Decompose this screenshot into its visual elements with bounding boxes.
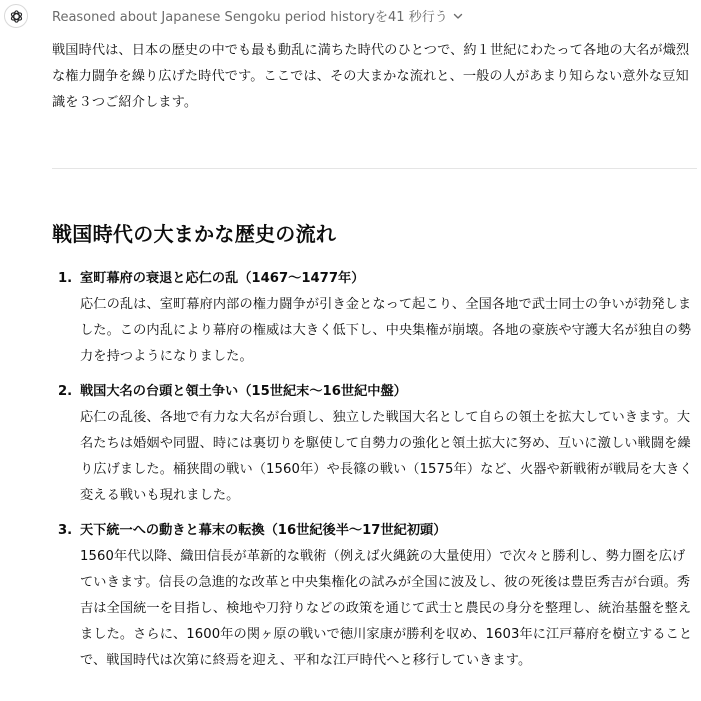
assistant-avatar [4, 4, 28, 28]
list-item-body: 応仁の乱後、各地で有力な大名が台頭し、独立した戦国大名として自らの領土を拡大していきます。大名たちは婚姻や同盟、時には裏切りを駆使して自勢力の強化と領土拡大に努め、互いに激しい戦闘を繰り広げました。桶狭間の戦い（1560年）や長篠の戦い（1575年）など、火器や新戦術が戦局を大きく変える戦いも現れました。 [80, 410, 693, 503]
list-item [52, 266, 697, 370]
list-item-body: 1560年代以降、織田信長が革新的な戦術（例えば火縄銃の大量使用）で次々と勝利し、勢力圏を広げていきます。信長の急進的な改革と中央集権化の試みが全国に波及し、彼の死後は豊臣秀吉が台頭。秀吉は全国統一を目指し、検地や刀狩りなどの政策を通じて武士と農民の身分を整理し、統治基盤を整えました。さらに、1600年の関ヶ原の戦いで徳川家康が勝利を収め、1603年に江戸幕府を樹立することで、戦国時代は次第に終焉を迎え、平和な江戸時代へと移行していきます。 [80, 549, 693, 668]
openai-logo-icon [9, 9, 24, 24]
list-item-number: 3. [58, 523, 73, 538]
list-item-title: 天下統一への動きと幕末の転換（16世紀後半〜17世紀初頭） [80, 523, 447, 538]
section-divider [52, 168, 697, 169]
list-item-number: 2. [58, 384, 73, 399]
list-item-title: 室町幕府の衰退と応仁の乱（1467〜1477年） [80, 271, 365, 286]
list-item-title: 戦国大名の台頭と領土争い（15世紀末〜16世紀中盤） [80, 384, 407, 399]
list-item-number: 1. [58, 271, 73, 286]
reasoning-summary-toggle[interactable] [52, 6, 464, 25]
list-item [52, 379, 697, 509]
list-item [52, 518, 697, 674]
intro-paragraph: 戦国時代は、日本の歴史の中でも最も動乱に満ちた時代のひとつで、約１世紀にわたって各地の大名が熾烈な権力闘争を繰り広げた時代です。ここでは、その大まかな流れと、一般の人があまり知らない意外な豆知識を３つご紹介します。 [52, 43, 690, 110]
list-item-body: 応仁の乱は、室町幕府内部の権力闘争が引き金となって起こり、全国各地で武士同士の争いが勃発しました。この内乱により幕府の権威は大きく低下し、中央集権が崩壊。各地の豪族や守護大名が独自の勢力を持つようになりました。 [80, 297, 692, 364]
history-steps-list [52, 266, 697, 683]
reasoning-summary-label: Reasoned about Japanese Sengoku period historyを41 秒行う [52, 10, 448, 25]
chevron-down-icon [452, 10, 464, 22]
section-heading: 戦国時代の大まかな歴史の流れ [52, 222, 337, 246]
response-content [52, 38, 692, 116]
